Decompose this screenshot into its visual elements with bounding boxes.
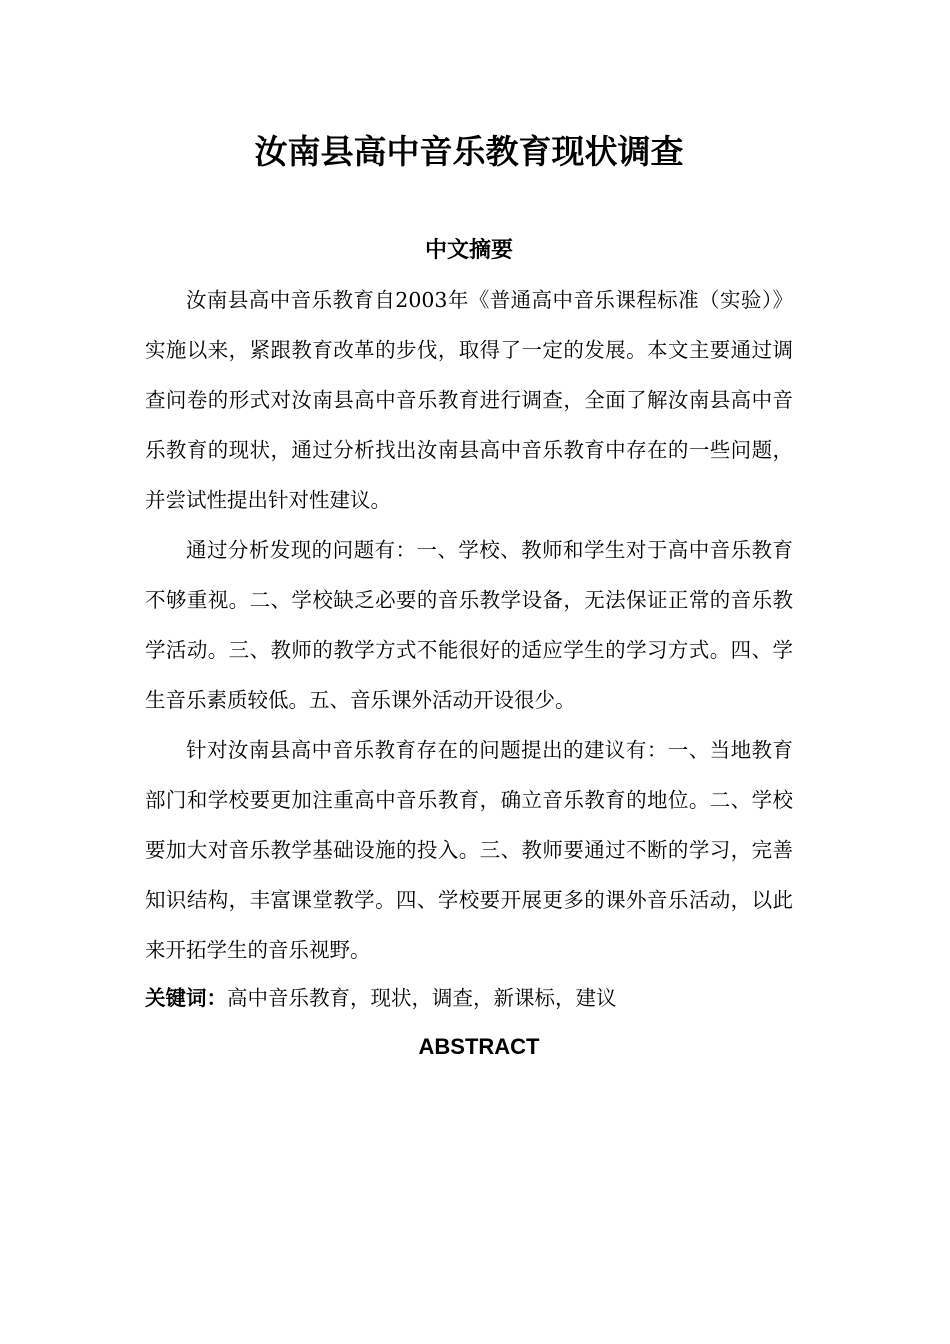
- keywords-text: 高中音乐教育，现状，调查，新课标，建议: [227, 986, 617, 1010]
- english-abstract-heading: ABSTRACT: [418, 1034, 540, 1059]
- abstract-heading: 中文摘要: [424, 238, 513, 263]
- keywords-line: [145, 980, 793, 1016]
- abstract-paragraph-3: 针对汝南县高中音乐教育存在的问题提出的建议有：一、当地教育部门和学校要更加注重高中音乐教育，确立音乐教育的地位。二、学校要加大对音乐教学基础设施的投入。三、教师要通过不断的学习，完善知识结构，丰富课堂教学。四、学校要开展更多的课外音乐活动，以此来开拓学生的音乐视野。: [145, 738, 793, 962]
- document-title: 汝南县高中音乐教育现状调查: [254, 132, 684, 171]
- abstract-body: [145, 275, 793, 975]
- abstract-paragraph-2: 通过分析发现的问题有：一、学校、教师和学生对于高中音乐教育不够重视。二、学校缺乏必要的音乐教学设备，无法保证正常的音乐教学活动。三、教师的教学方式不能很好的适应学生的学习方式。四、学生音乐素质较低。五、音乐课外活动开设很少。: [145, 538, 793, 712]
- abstract-paragraph-1: 汝南县高中音乐教育自2003年《普通高中音乐课程标准（实验）》实施以来，紧跟教育改革的步伐，取得了一定的发展。本文主要通过调查问卷的形式对汝南县高中音乐教育进行调查，全面了解汝南县高中音乐教育的现状，通过分析找出汝南县高中音乐教育中存在的一些问题，并尝试性提出针对性建议。: [145, 288, 793, 512]
- keywords-label: 关键词：: [145, 986, 227, 1010]
